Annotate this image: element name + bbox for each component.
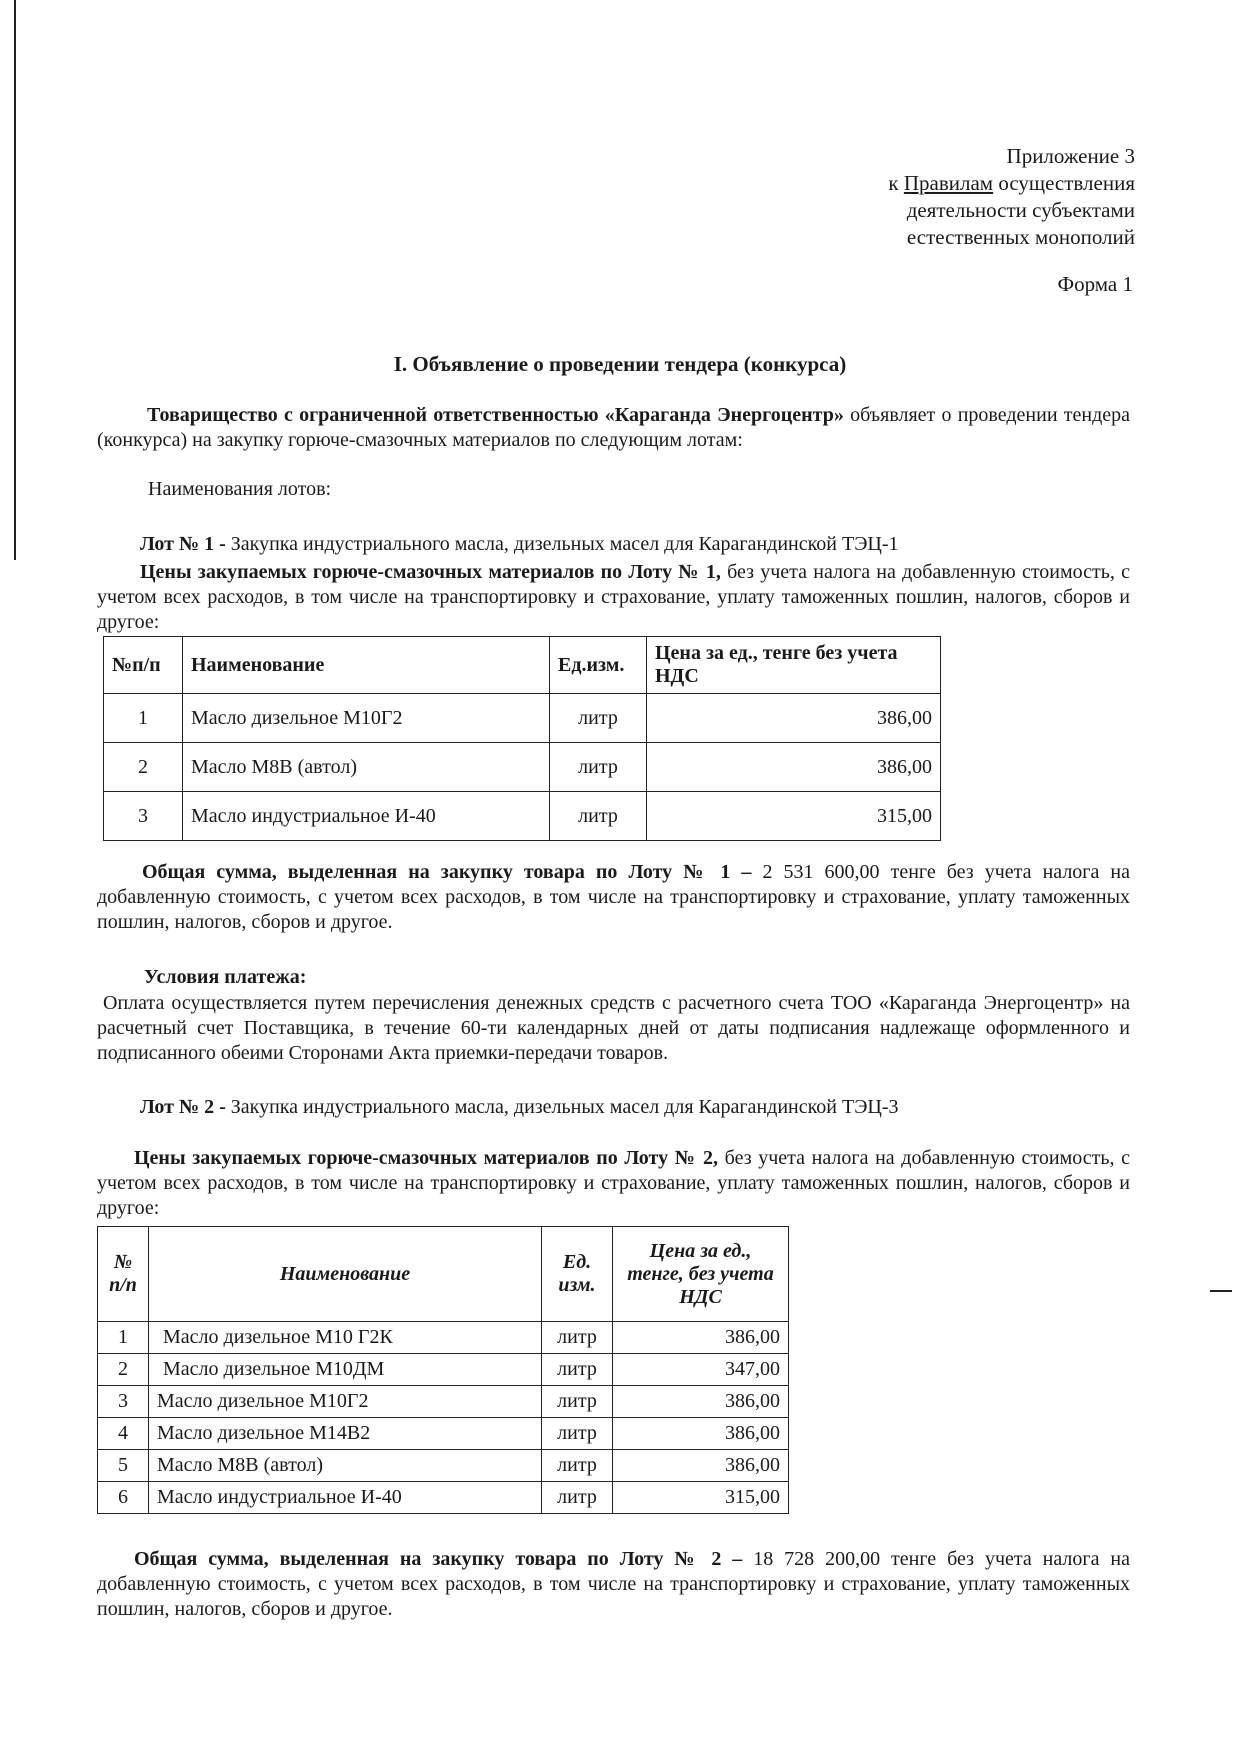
cell-price: 386,00	[613, 1386, 789, 1418]
table-header-row	[98, 1227, 789, 1322]
col-header-number: № п/п	[98, 1227, 149, 1322]
table-row	[98, 1386, 789, 1418]
cell-unit: литр	[542, 1482, 613, 1514]
lot1-name: Закупка индустриального масла, дизельных масел для Карагандинской ТЭЦ-1	[225, 533, 899, 555]
cell-name: Масло дизельное М10ДМ	[149, 1354, 542, 1386]
cell-unit: литр	[550, 792, 647, 841]
lot2-prices-paragraph	[97, 1146, 1130, 1221]
table-row	[104, 694, 941, 743]
cell-price: 386,00	[613, 1418, 789, 1450]
cell-price: 347,00	[613, 1354, 789, 1386]
cell-price: 386,00	[647, 694, 941, 743]
lot2-title	[140, 1096, 899, 1119]
payment-title-text: Условия платежа:	[144, 966, 307, 988]
lot1-prices-bold: Цены закупаемых горюче-смазочных материалов по Лоту № 1,	[140, 561, 721, 583]
lots-caption: Наименования лотов:	[148, 478, 332, 500]
table-row	[98, 1322, 789, 1354]
cell-unit: литр	[542, 1418, 613, 1450]
cell-unit: литр	[542, 1450, 613, 1482]
col-header-name: Наименование	[149, 1227, 542, 1322]
payment-text: Оплата осуществляется путем перечисления денежных средств с расчетного счета ТОО «Караганда Энергоцентр» на расчетный счет Поставщика, в течение 60-ти календарных дней от даты подписания надлежаще оформленного и подписанного обеими Сторонами Акта приемки-передачи товаров.	[97, 992, 1130, 1064]
cell-price: 315,00	[613, 1482, 789, 1514]
col-header-unit: Ед. изм.	[542, 1227, 613, 1322]
cell-number: 2	[104, 743, 183, 792]
cell-unit: литр	[542, 1386, 613, 1418]
lot1-prices-paragraph	[97, 560, 1130, 635]
col-header-number: №п/п	[104, 637, 183, 694]
cell-unit: литр	[550, 743, 647, 792]
intro-text: объявляет о проведении тендера (конкурса) на закупку горюче-смазочных материалов по следующим лотам:	[97, 404, 1130, 451]
form-label: Форма 1	[1057, 272, 1133, 296]
lot1-title	[140, 533, 899, 556]
table-row	[104, 792, 941, 841]
scan-edge-right-mark	[1210, 1290, 1232, 1292]
annex-line	[888, 170, 1135, 197]
rules-link[interactable]: Правилам	[903, 171, 994, 195]
lot2-total-paragraph	[97, 1547, 1130, 1622]
cell-name: Масло дизельное М10Г2	[183, 694, 550, 743]
annex-reference	[888, 143, 1135, 251]
cell-price: 315,00	[647, 792, 941, 841]
lot2-prices-bold: Цены закупаемых горюче-смазочных материалов по Лоту № 2,	[134, 1147, 719, 1169]
table-header-row	[104, 637, 941, 694]
annex-prefix: к	[888, 171, 904, 195]
page-title: I. Объявление о проведении тендера (конкурса)	[393, 352, 847, 376]
cell-number: 6	[98, 1482, 149, 1514]
annex-line: деятельности субъектами	[906, 198, 1135, 222]
cell-price: 386,00	[647, 743, 941, 792]
cell-name: Масло индустриальное И-40	[149, 1482, 542, 1514]
lot2-total-text: 18 728 200,00 тенге без учета налога на добавленную стоимость, с учетом всех расходов, в том числе на транспортировку и страхование, уплату таможенных пошлин, налогов, сборов и другое.	[97, 1548, 1131, 1620]
cell-price: 386,00	[613, 1450, 789, 1482]
cell-unit: литр	[550, 694, 647, 743]
payment-title	[97, 965, 1130, 990]
lot2-name: Закупка индустриального масла, дизельных масел для Карагандинской ТЭЦ-3	[225, 1096, 899, 1118]
lot1-total-text: 2 531 600,00 тенге без учета налога на добавленную стоимость, с учетом всех расходов, в том числе на транспортировку и страхование, уплату таможенных пошлин, налогов, сборов и другое.	[97, 861, 1131, 933]
cell-number: 1	[104, 694, 183, 743]
lot1-label: Лот № 1 -	[140, 533, 226, 555]
lot1-prices-text: без учета налога на добавленную стоимость, с учетом всех расходов, в том числе на транспортировку и страхование, уплату таможенных пошлин, налогов, сборов и другое:	[97, 561, 1130, 633]
cell-name: Масло дизельное М10 Г2К	[149, 1322, 542, 1354]
table-row	[98, 1450, 789, 1482]
cell-name: Масло индустриальное И-40	[183, 792, 550, 841]
col-header-name: Наименование	[183, 637, 550, 694]
intro-company: Товарищество с ограниченной ответственностью «Караганда Энергоцентр»	[147, 404, 844, 426]
table-row	[98, 1418, 789, 1450]
table-row	[98, 1354, 789, 1386]
col-header-price: Цена за ед., тенге без учета НДС	[647, 637, 941, 694]
cell-price: 386,00	[613, 1322, 789, 1354]
cell-unit: литр	[542, 1354, 613, 1386]
intro-paragraph	[97, 403, 1130, 453]
lot1-table	[103, 636, 941, 841]
annex-line: Приложение 3	[1006, 144, 1135, 168]
cell-number: 1	[98, 1322, 149, 1354]
cell-name: Масло дизельное М14В2	[149, 1418, 542, 1450]
cell-number: 3	[98, 1386, 149, 1418]
col-header-price: Цена за ед., тенге, без учета НДС	[613, 1227, 789, 1322]
cell-name: Масло М8В (автол)	[183, 743, 550, 792]
col-header-unit: Ед.изм.	[550, 637, 647, 694]
annex-line: естественных монополий	[906, 225, 1135, 249]
annex-suffix: осуществления	[993, 171, 1135, 195]
cell-number: 2	[98, 1354, 149, 1386]
lot1-total-paragraph	[97, 860, 1130, 935]
table-row	[98, 1482, 789, 1514]
cell-unit: литр	[542, 1322, 613, 1354]
cell-number: 3	[104, 792, 183, 841]
cell-name: Масло дизельное М10Г2	[149, 1386, 542, 1418]
lot2-label: Лот № 2 -	[140, 1096, 226, 1118]
scan-edge-left	[14, 0, 16, 560]
lot1-total-bold: Общая сумма, выделенная на закупку товара по Лоту № 1 –	[142, 861, 752, 883]
cell-number: 5	[98, 1450, 149, 1482]
lot2-prices-text: без учета налога на добавленную стоимость, с учетом всех расходов, в том числе на транспортировку и страхование, уплату таможенных пошлин, налогов, сборов и другое:	[97, 1147, 1130, 1219]
lot2-total-bold: Общая сумма, выделенная на закупку товара по Лоту № 2 –	[134, 1548, 743, 1570]
lot2-table	[97, 1226, 789, 1514]
cell-number: 4	[98, 1418, 149, 1450]
cell-name: Масло М8В (автол)	[149, 1450, 542, 1482]
table-row	[104, 743, 941, 792]
